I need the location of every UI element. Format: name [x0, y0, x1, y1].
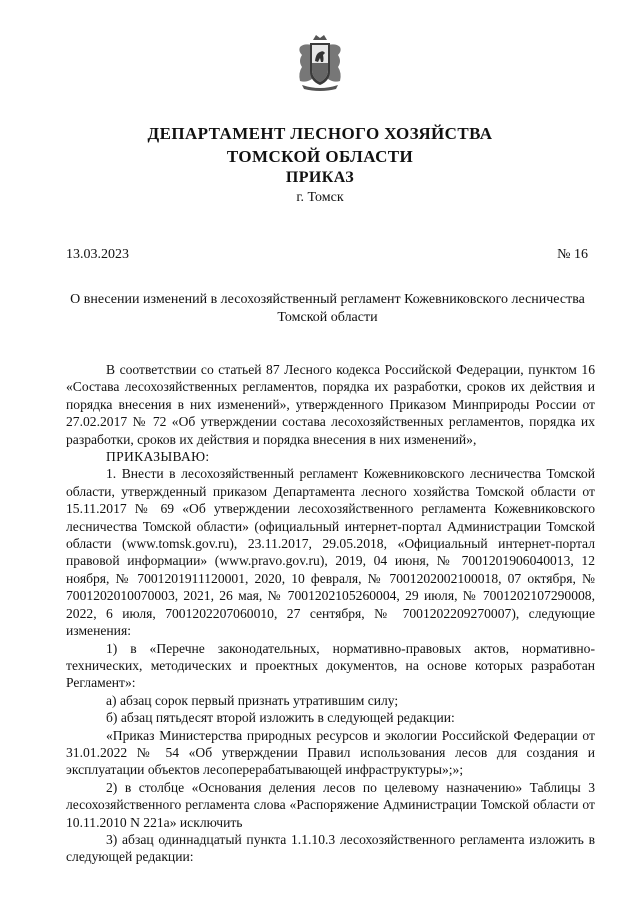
paragraph-preamble: В соответствии со статьей 87 Лесного кодекса Российской Федерации, пунктом 16 «Состава лесохозяйственных регламентов, порядка их разработки, сроков их действия и порядка внесения в них изменений», утвержденного Приказом Минприроды России от 27.02.2017 № 72 «Об утверждении состава лесохозяйственных регламентов, порядка их разработки, сроков их действия и порядка внесения в них изменений»,	[66, 362, 595, 447]
organization-name-line2: ТОМСКОЙ ОБЛАСТИ	[226, 147, 414, 166]
document-number: № 16	[557, 247, 588, 262]
paragraph-item-1: 1. Внести в лесохозяйственный регламент Кожевниковского лесничества Томской области, утвержденный приказом Департамента лесного хозяйства Томской области от 15.11.2017 № 69 «Об утверждении лесохозяйственного регламента Кожевниковского лесничества Томской области» (официальный интернет-портал Администрации Томской области (www.tomsk.gov.ru), 23.11.2017, 29.05.2018, «Официальный интернет-портал правовой информации» (www.pravo.gov.ru), 2019, 04 июня, № 7001201906040013, 12 ноября, № 7001201911120001, 2020, 10 февраля, № 7001202002100018, 07 октября, № 7001202010070003, 2021, 26 мая, № 7001202105260004, 29 июля, № 7001202107290008, 2022, 6 июля, 7001202207060010, 27 сентября, № 7001202209270007), следующие изменения:	[66, 466, 595, 639]
paragraph-subitem-2: 2) в столбце «Основания деления лесов по целевому назначению» Таблицы 3 лесохозяйственного регламента слова «Распоряжение Администрации Томской области от 10.11.2010 N 221а» исключить	[66, 779, 595, 830]
tomsk-region-coat-of-arms-icon	[296, 33, 344, 93]
document-body	[66, 361, 595, 866]
paragraph-order: ПРИКАЗЫВАЮ:	[106, 449, 210, 465]
paragraph-subitem-1: 1) в «Перечне законодательных, нормативно-правовых актов, нормативно-технических, методических и проектных документов, на основе которых разработан Регламент»:	[66, 640, 595, 691]
paragraph-subitem-a: а) абзац сорок первый признать утратившим силу;	[106, 692, 399, 708]
paragraph-subitem-3: 3) абзац одиннадцатый пункта 1.1.10.3 лесохозяйственного регламента изложить в следующей редакции:	[66, 831, 595, 865]
organization-name-line1: ДЕПАРТАМЕНТ ЛЕСНОГО ХОЗЯЙСТВА	[147, 124, 493, 143]
document-subject: О внесении изменений в лесохозяйственный регламент Кожевниковского лесничества Томской области	[70, 292, 585, 325]
city: г. Томск	[296, 190, 344, 205]
paragraph-subitem-b: б) абзац пятьдесят второй изложить в следующей редакции:	[106, 710, 455, 726]
document-date: 13.03.2023	[66, 247, 129, 262]
paragraph-quote: «Приказ Министерства природных ресурсов и экологии Российской Федерации от 31.01.2022 № 54 «Об утверждении Правил использования лесов для создания и эксплуатации объектов лесоперерабатывающей инфраструктуры»;»;	[66, 727, 595, 778]
document-type: ПРИКАЗ	[285, 169, 355, 186]
